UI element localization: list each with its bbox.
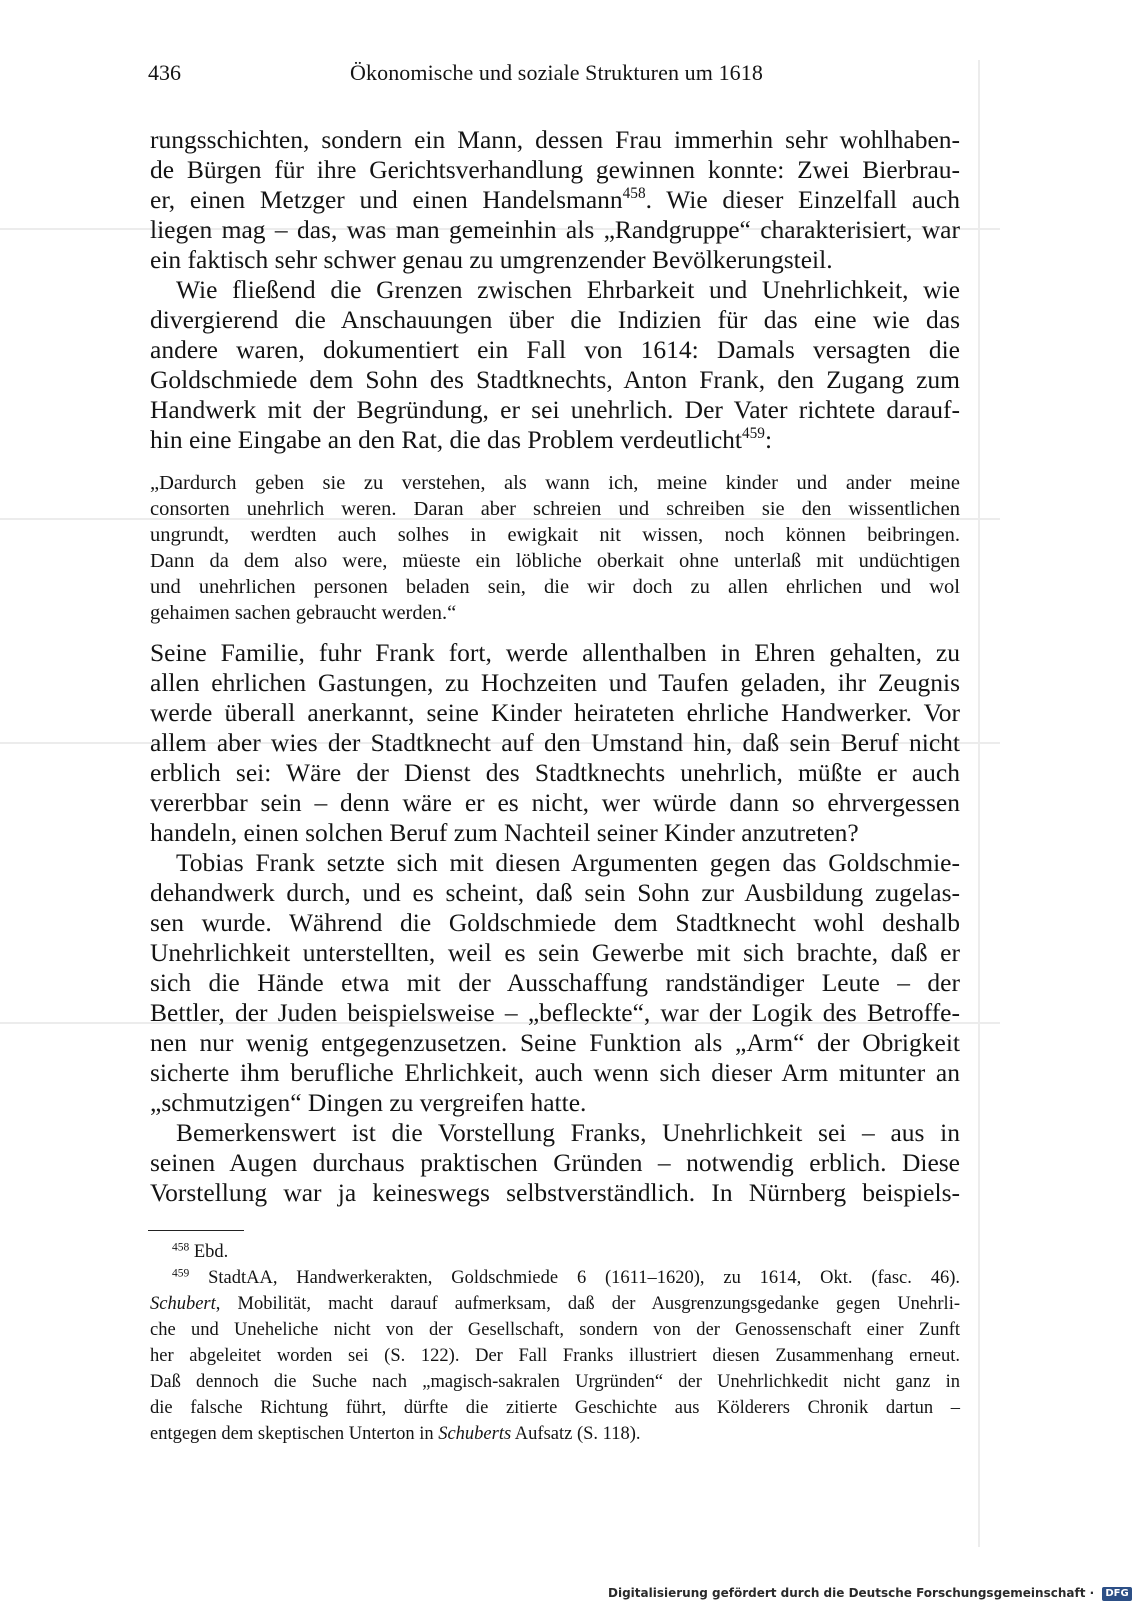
credit-text: Digitalisierung gefördert durch die Deutsche Forschungsgemeinschaft · (608, 1586, 1095, 1600)
bleed-through (978, 60, 980, 1547)
footnote-first-line: $^{458}$ Ebd. (172, 1241, 229, 1262)
text-continuation: : (764, 425, 773, 454)
footnote-marker: 459 (172, 1267, 190, 1280)
text-line: Goldschmiede dem Sohn des Stadtknechts, Anton Frank, den Zugang zum (150, 365, 960, 394)
digitization-credit (608, 1586, 1129, 1604)
running-head: Ökonomische und soziale Strukturen um 1618 (350, 60, 763, 85)
footnote-reference: 459 (742, 425, 765, 443)
text-line: Handwerk mit der Begründung, er sei unehrlich. Der Vater richtete darauf- (150, 395, 960, 424)
dfg-logo-icon: DFG (1102, 1587, 1131, 1601)
text-line: nen nur wenig entgegenzusetzen. Seine Funktion als „Arm“ der Obrigkeit (150, 1028, 960, 1057)
quote-line: ungrundt, werdten auch solhes in ewigkait nit wissen, noch können beibringen. (150, 524, 960, 546)
text-line: de Bürgen für ihre Gerichtsverhandlung gewinnen konnte: Zwei Bierbrau- (150, 155, 960, 184)
quote-line: „Dardurch geben sie zu verstehen, als wann ich, meine kinder und ander meine (150, 472, 960, 494)
text-line: sich die Hände etwa mit der Ausschaffung randständiger Leute – der (150, 968, 960, 997)
footnote-line: Schubert, Mobilität, macht darauf aufmerksam, daß der Ausgrenzungsgedanke gegen Unehrli- (150, 1294, 960, 1314)
text-line: rungsschichten, sondern ein Mann, dessen Frau immerhin sehr wohlhaben- (150, 125, 960, 154)
text-line: werde überall anerkannt, seine Kinder heirateten ehrliche Handwerker. Vor (150, 698, 960, 727)
text-line: vererbbar sein – denn wäre er es nicht, wer würde dann so ehrvergessen (150, 788, 960, 817)
quote-line: und unehrlichen personen beladen sein, die wir doch zu allen ehrlichen und wol (150, 576, 960, 598)
text-line: er, einen Metzger und einen Handelsmann$^{458}$. Wie dieser Einzelfall auch (150, 185, 961, 214)
text-line: „schmutzigen“ Dingen zu vergreifen hatte. (150, 1088, 587, 1117)
text-line: allem aber wies der Stadtknecht auf den Umstand hin, daß sein Beruf nicht (150, 728, 960, 757)
text-line: seinen Augen durchaus praktischen Gründen – notwendig erblich. Diese (150, 1148, 960, 1177)
quote-line: gehaimen sachen gebraucht werden.“ (150, 602, 457, 624)
text-line: andere waren, dokumentiert ein Fall von 1614: Damals versagten die (150, 335, 960, 364)
text-line: Bemerkenswert ist die Vorstellung Franks, Unehrlichkeit sei – aus in (176, 1118, 960, 1147)
footnote-line: die falsche Richtung führt, dürfte die zitierte Geschichte aus Kölderers Chronik dartun – (150, 1398, 960, 1418)
footnote-line: her abgeleitet worden sei (S. 122). Der Fall Franks illustriert diesen Zusammenhang erneut. (150, 1346, 960, 1366)
footnote-line: entgegen dem skeptischen Unterton in Schuberts Aufsatz (S. 118). (150, 1424, 641, 1444)
footnote-line: che und Uneheliche nicht von der Gesellschaft, sondern von der Genossenschaft einer Zunft (150, 1320, 960, 1340)
text-line: sen wurde. Während die Goldschmiede dem Stadtknecht wohl deshalb (150, 908, 960, 937)
footnote-line: Daß dennoch die Suche nach „magisch-sakralen Urgründen“ der Unehrlichkedit nicht ganz in (150, 1372, 960, 1392)
text-line: allen ehrlichen Gastungen, zu Hochzeiten und Taufen geladen, ihr Zeugnis (150, 668, 960, 697)
page-header (148, 60, 948, 94)
text-line: Vorstellung war ja keineswegs selbstverständlich. In Nürnberg beispiels- (150, 1178, 960, 1207)
quote-line: consorten unehrlich weren. Daran aber schreien und schreiben sie den wissentlichen (150, 498, 960, 520)
author-name: Schuberts (438, 1424, 512, 1444)
page-number: 436 (148, 60, 181, 85)
text-line: Seine Familie, fuhr Frank fort, werde allenthalben in Ehren gehalten, zu (150, 638, 960, 667)
footnote-first-line: $^{459}$ StadtAA, Handwerkerakten, Goldschmiede 6 (1611–1620), zu 1614, Okt. (fasc. 46). (172, 1267, 960, 1288)
text-line: handeln, einen solchen Beruf zum Nachteil seiner Kinder anzutreten? (150, 818, 859, 847)
text-line: Tobias Frank setzte sich mit diesen Argumenten gegen das Goldschmie- (176, 848, 960, 877)
text-line: ein faktisch sehr schwer genau zu umgrenzender Bevölkerungsteil. (150, 245, 833, 274)
text-line: sicherte ihm berufliche Ehrlichkeit, auch wenn sich dieser Arm mitunter an (150, 1058, 960, 1087)
text-line: Unehrlichkeit unterstellten, weil es sein Gewerbe mit sich brachte, daß er (150, 938, 960, 967)
text-line: erblich sei: Wäre der Dienst des Stadtknechts unehrlich, müßte er auch (150, 758, 960, 787)
text-line: Wie fließend die Grenzen zwischen Ehrbarkeit und Unehrlichkeit, wie (176, 275, 960, 304)
text-continuation: . Wie dieser Einzelfall auch (645, 185, 961, 214)
footnote-reference: 458 (622, 185, 646, 203)
text-line: hin eine Eingabe an den Rat, die das Problem verdeutlicht$^{459}$: (150, 425, 773, 454)
text-line: divergierend die Anschauungen über die Indizien für das eine wie das (150, 305, 960, 334)
author-name: Schubert (150, 1294, 216, 1314)
footnote-rule (148, 1230, 244, 1231)
footnote-marker: 458 (172, 1241, 190, 1254)
text-line: Bettler, der Juden beispielsweise – „befleckte“, war der Logik des Betroffe- (150, 998, 960, 1027)
text-line: dehandwerk durch, und es scheint, daß sein Sohn zur Ausbildung zugelas- (150, 878, 960, 907)
text-line: liegen mag – das, was man gemeinhin als „Randgruppe“ charakterisiert, war (150, 215, 960, 244)
quote-line: Dann da dem also were, müeste ein löbliche oberkait ohne unterlaß mit undüchtigen (150, 550, 960, 572)
